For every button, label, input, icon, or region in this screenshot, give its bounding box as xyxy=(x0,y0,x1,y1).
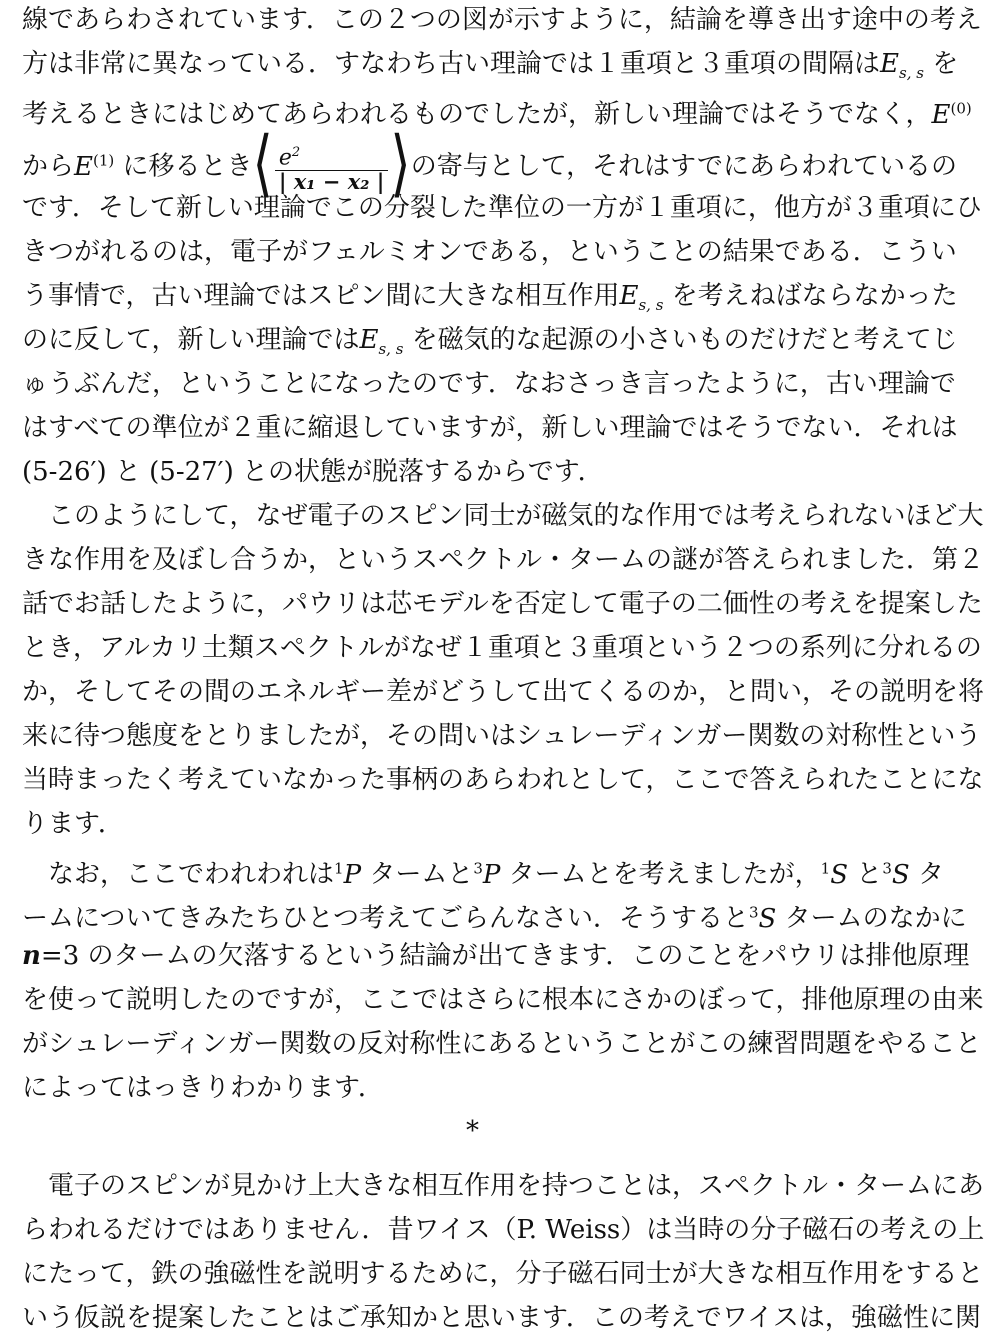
text-line: このようにして，なぜ電子のスピン同士が磁気的な作用では考えられないほど大 xyxy=(48,501,984,531)
text-line: 来に待つ態度をとりましたが，その問いはシュレーディンガー関数の対称性という xyxy=(22,721,982,751)
text-line: 当時まったく考えていなかった事柄のあらわれとして，ここで答えられたことにな xyxy=(22,765,984,795)
math-n-equals-3: n=3 xyxy=(22,941,80,971)
text-line: きな作用を及ぼし合うか，というスペクトル・タームの謎が答えられました．第２ xyxy=(22,545,984,575)
text-line: 話でお話したように，パウリは芯モデルを否定して電子の二価性の考えを提案した xyxy=(22,589,983,619)
text-line: きつがれるのは，電子がフェルミオンである，ということの結果である．こうい xyxy=(22,237,957,267)
text-line: がシュレーディンガー関数の反対称性にあるということがこの練習問題をやること xyxy=(22,1029,982,1059)
angle-bracket-left: ⟨ xyxy=(252,121,273,206)
text-line: から$E^{(1)}$ に移るとき⟨ $\frac{e^2}{\text{| x₁ − x₂ |}}$ ⟩の寄与として，それはすでにあらわれているの xyxy=(22,121,957,206)
text-line: 方は非常に異なっている．すなわち古い理論では１重項と３重項の間隔は$E_{s, s}$ を xyxy=(22,49,959,83)
text-line: いう仮説を提案したことはご承知かと思います．この考えでワイスは，強磁性に関 xyxy=(22,1303,981,1333)
section-separator: * xyxy=(466,1116,479,1146)
text-line: によってはっきりわかります． xyxy=(22,1073,384,1103)
text-line: (5-26′) と (5-27′) との状態が脱落するからです． xyxy=(22,457,604,487)
math-E-ss: $E_{s, s}$ xyxy=(619,281,664,315)
math-E-ss: $E_{s, s}$ xyxy=(880,49,924,83)
text-line: n=3 のタームの欠落するという結論が出てきます．このことをパウリは排他原理 xyxy=(22,941,970,971)
text-line: にたって，鉄の強磁性を説明するために，分子磁石同士が大きな相互作用をすると xyxy=(22,1259,984,1289)
text-line: 電子のスピンが見かけ上大きな相互作用を持つことは，スペクトル・タームにあ xyxy=(48,1171,984,1201)
math-3P: $^3$P xyxy=(473,859,501,890)
text-line: のに反して，新しい理論では$E_{s, s}$ を磁気的な起源の小さいものだけだと考えてじ xyxy=(22,325,958,359)
math-1P: $^1$P xyxy=(334,859,362,890)
math-E0: $E^{(0)}$ xyxy=(931,99,972,130)
text-line: ります． xyxy=(22,809,124,839)
text-line: ームについてきみたちひとつ考えてごらんなさい．そうすると$^3$S タームのなかに xyxy=(22,903,967,934)
text-line: 線であらわされています．この２つの図が示すように，結論を導き出す途中の考え xyxy=(22,5,982,35)
text-line: とき，アルカリ土類スペクトルがなぜ１重項と３重項という２つの系列に分れるの xyxy=(22,633,982,663)
math-3S: $^3$S xyxy=(882,859,910,890)
text-line: なお，ここでわれわれは$^1$P タームと$^3$P タームとを考えましたが，$^1$S と$^3$S タ xyxy=(48,859,944,890)
text-line: ゅうぶんだ，ということになったのです．なおさっき言ったように，古い理論で xyxy=(22,369,956,399)
math-E1: $E^{(1)}$ xyxy=(74,151,115,182)
text-line: を使って説明したのですが，ここではさらに根本にさかのぼって，排他原理の由来 xyxy=(22,985,984,1015)
text-line: か，そしてその間のエネルギー差がどうして出てくるのか，と問い，その説明を将 xyxy=(22,677,984,707)
math-3S: $^3$S xyxy=(748,903,777,934)
math-1S: $^1$S xyxy=(820,859,849,890)
angle-bracket-right: ⟩ xyxy=(390,121,411,206)
math-E-ss: $E_{s, s}$ xyxy=(359,325,404,359)
text-line: はすべての準位が２重に縮退していますが，新しい理論ではそうでない．それは xyxy=(22,413,958,443)
text-line: う事情で，古い理論ではスピン間に大きな相互作用$E_{s, s}$ を考えねばならなかった xyxy=(22,281,958,315)
text-line: らわれるだけではありません．昔ワイス（P. Weiss）は当時の分子磁石の考えの上 xyxy=(22,1215,984,1245)
text-line: です．そして新しい理論でこの分裂した準位の一方が１重項に，他方が３重項にひ xyxy=(22,193,982,223)
math-fraction: $\frac{e^2}{\text{| x₁ − x₂ |}}$ xyxy=(275,142,389,192)
text-line: 考えるときにはじめてあらわれるものでしたが，新しい理論ではそうでなく，$E^{(0)}$ xyxy=(22,99,972,130)
